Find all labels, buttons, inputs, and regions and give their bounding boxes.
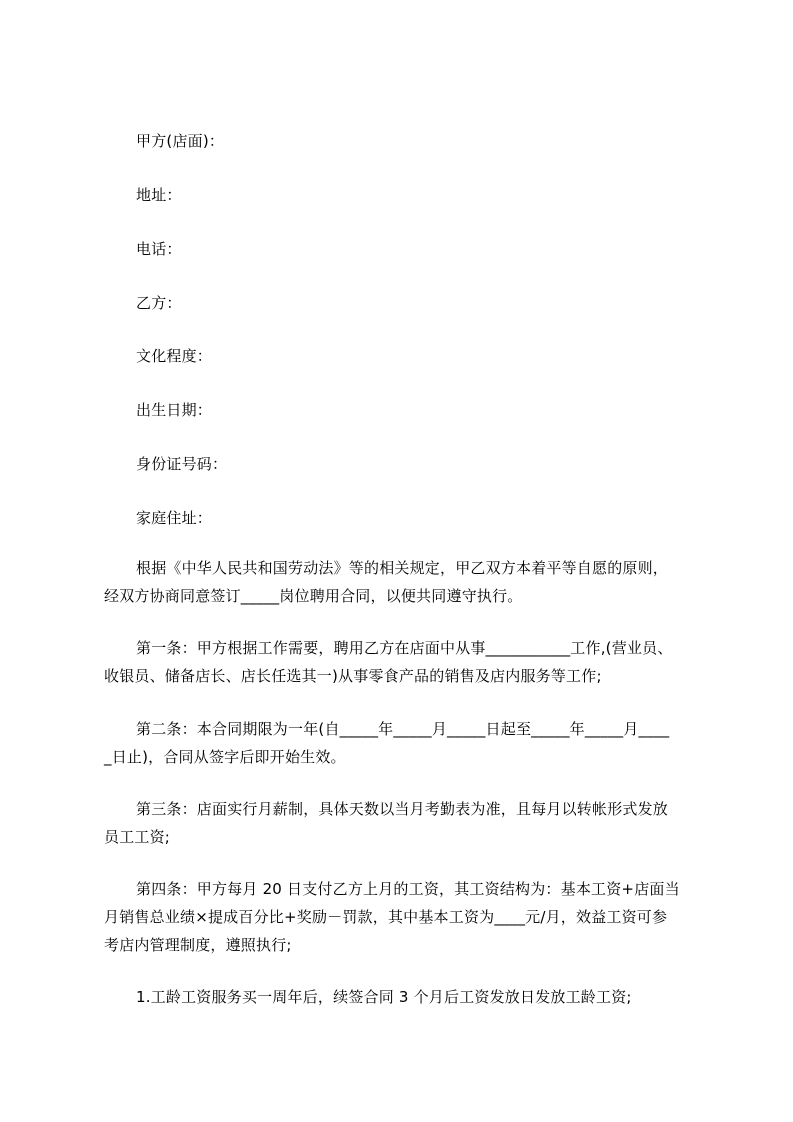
field-education: 文化程度： xyxy=(136,347,213,365)
field-phone: 电话： xyxy=(136,240,182,258)
article-1-line-1: 第一条：甲方根据工作需要，聘用乙方在店面中从事___________工作,(营业员、 xyxy=(136,639,673,657)
field-party-b: 乙方： xyxy=(136,294,182,312)
article-4-line-3: 考店内管理制度，遵照执行; xyxy=(104,936,292,954)
article-2-line-2: _日止)，合同从签字后即开始生效。 xyxy=(104,748,346,766)
field-home-address: 家庭住址： xyxy=(136,509,213,527)
clause-1-line-1: 1.工龄工资服务买一周年后，续签合同 3 个月后工资发放日发放工龄工资; xyxy=(136,988,632,1006)
field-party-a: 甲方(店面)： xyxy=(136,132,225,150)
article-4-line-2: 月销售总业绩×提成百分比+奖励－罚款，其中基本工资为____元/月，效益工资可参 xyxy=(104,908,668,926)
paragraph-preamble-line-1: 根据《中华人民共和国劳动法》等的相关规定，甲乙双方本着平等自愿的原则， xyxy=(136,559,669,577)
article-3-line-2: 员工工资; xyxy=(104,828,171,846)
article-2-line-1: 第二条：本合同期限为一年(自_____年_____月_____日起至_____年_____月____ xyxy=(136,720,670,738)
article-1-line-2: 收银员、储备店长、店长任选其一)从事零食产品的销售及店内服务等工作; xyxy=(104,667,602,685)
article-3-line-1: 第三条：店面实行月薪制，具体天数以当月考勤表为准，且每月以转帐形式发放 xyxy=(136,800,669,818)
article-4-line-1: 第四条：甲方每月 20 日支付乙方上月的工资，其工资结构为：基本工资+店面当 xyxy=(136,880,680,898)
field-address: 地址： xyxy=(136,186,182,204)
field-id-number: 身份证号码： xyxy=(136,455,228,473)
field-birth-date: 出生日期： xyxy=(136,401,213,419)
paragraph-preamble-line-2: 经双方协商同意签订_____岗位聘用合同，以便共同遵守执行。 xyxy=(104,587,523,605)
